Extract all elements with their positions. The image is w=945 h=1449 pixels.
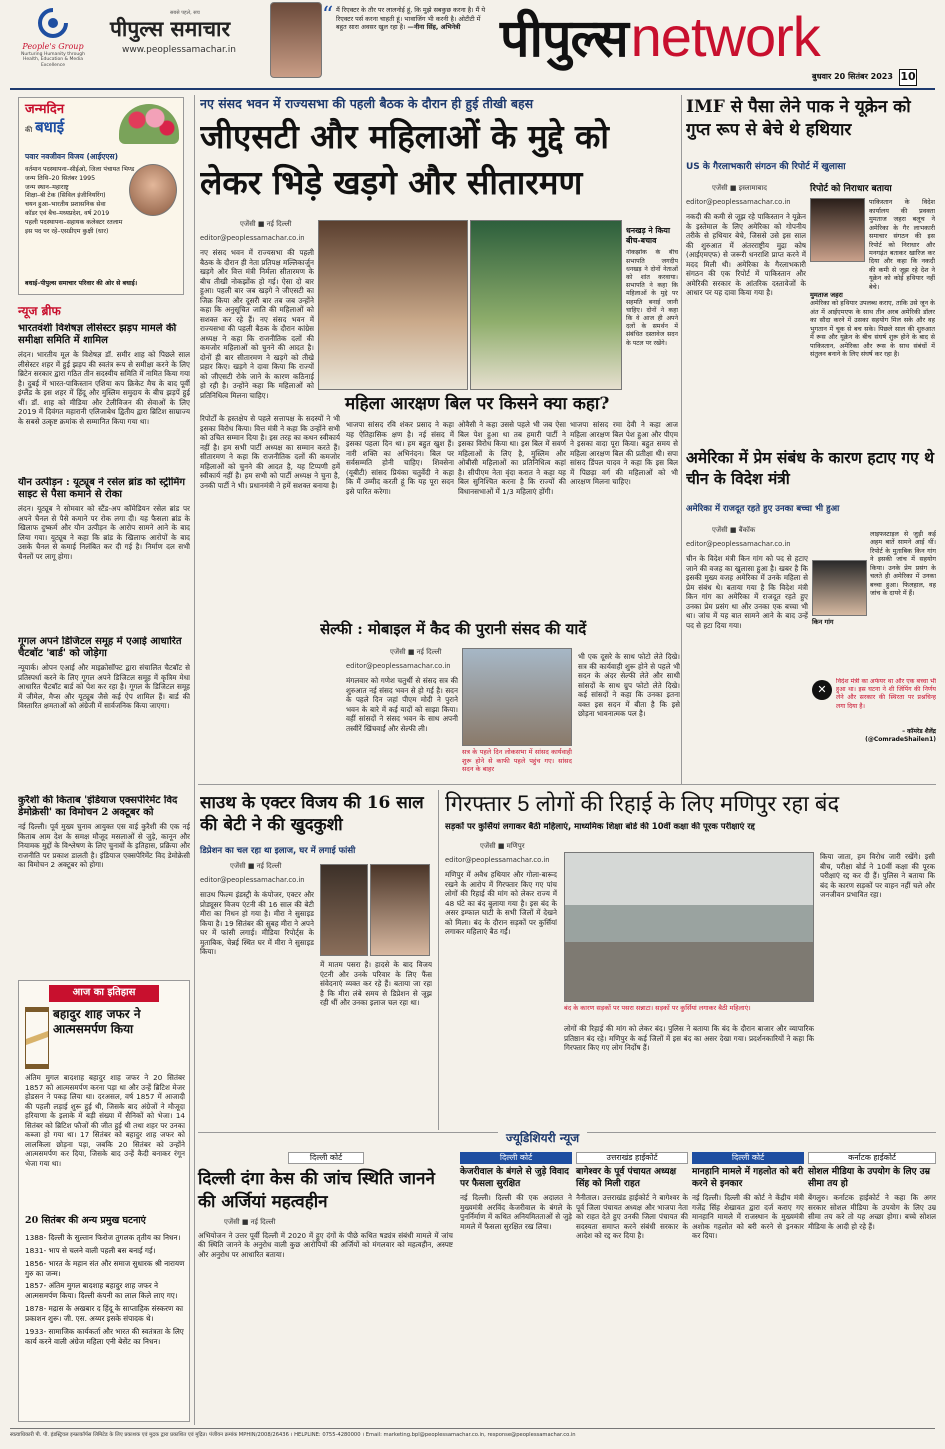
history-event: 1831- भाप से चलने वाली पहली बस बनाई गई। [25, 1245, 156, 1255]
peoples-group-logo[interactable] [18, 6, 88, 86]
court-tag: दिल्ली कोर्ट [460, 1152, 572, 1164]
birthday-details: वर्तमान पदस्थापना–सीईओ, जिला पंचायत भिण्ड जन्म तिथि–20 सितंबर 1995 जन्म स्थान–महाराष्ट्र शिक्षा–बी टेक (सिविल इंजीनियरिंग) चयन हुआ–भारतीय प्रशासनिक सेवा कॉडर एवं बैच–मध्यप्रदेश, वर्ष 2019 पहली पदस्थापना–सहायक कलेक्टर रतलाम इस पद पर रहे–एसडीएम कुक्षी (धार) [25, 166, 135, 235]
south-title: साउथ के एक्टर विजय की 16 साल की बेटी ने की खुदकुशी [200, 793, 424, 836]
china-photo [812, 560, 867, 616]
news-brief-label: न्यूज ब्रीफ [18, 304, 61, 318]
judiciary-title: दिल्ली दंगा केस की जांच स्थिति जानने की अर्जियां महत्वहीन [198, 1169, 435, 1212]
birthday-heading [25, 102, 105, 137]
lead-body: नए संसद भवन में राज्यसभा की पहली बैठक के दौरान ही नेता प्रतिपक्ष मल्लिकार्जुन खड़गे और वित्त मंत्री निर्मला सीतारमण के बीच तीखी नोकझोंक हो गई। ऐसा दो बार हुआ। पहली बार जब खड़गे ने जीएसटी का जिक्र किया और दूसरी बार तब जब उन्होंने कहा कि अनुसूचित जाति की महिलाओं को सशक्त कर रहे हैं। नए संसद भवन में राज्यसभा की पहली बैठक के दौरान कांग्रेस अध्यक्ष ने कहा कि राजनीतिक दलों की कमजोर महिलाओं को चुनने की आदत है। दोनों ही बार सीतारमण ने खड़गे को तीखे प्रहार किए। खड़गे ने दावा किया कि राज्यों को जीएसटी रोके जाने के कारण कठिनाई हो रही है। उन्होंने कहा कि महिलाओं को प्रतिनिधित्व मिलना चाहिए। [200, 248, 314, 400]
judiciary-title: सोशल मीडिया के उपयोग के लिए उम्र सीमा तय हो [808, 1167, 931, 1189]
lead-body-continued: रिपोर्टों के हस्तक्षेप से पहले सत्तापक्ष के सदस्यों ने भी इसका विरोध किया। वित्त मंत्री ने कहा कि उन्होंने सभी को उचित सम्मान दिया है। इस तरह का कथन स्वीकार्य नहीं है। हम सभी पार्टी अध्यक्ष का सम्मान करते हैं। सीतारमण ने कहा कि राजनीतिक दलों की कमजोर महिलाओं को चुनने की आदत है, यह टिप्पणी हमें स्वीकार्य नहीं है। हम सभी को पार्टी अध्यक्ष ने चुना है, उनकी पार्टी ने भी। प्रधानमंत्री ने हमें सशक्त बनाया है। [200, 414, 340, 490]
quote-author: —नीना सिंह, अभिनेत्री [407, 23, 461, 32]
manipur-body-final: किया जाता, हम विरोध जारी रखेंगे। इसी बीच, परीक्षा बोर्ड ने 10वीं कक्षा की पूरक परीक्षाएं रद्द कर दी हैं। पुलिस ने बताया कि बंद के कारण सड़कों पर वाहन नहीं चले और जनजीवन प्रभावित रहा। [820, 852, 935, 899]
x-logo-icon: ✕ [812, 680, 832, 700]
judiciary-title: बागेश्वर के पूर्व पंचायत अध्यक्ष सिंह को मिली राहत [576, 1167, 677, 1189]
manipur-title: गिरफ्तार 5 लोगों की रिहाई के लिए मणिपुर रहा बंद [445, 791, 840, 816]
china-email: editor@peoplessamachar.co.in [686, 540, 791, 548]
manipur-body-continued: लोगों की रिहाई की मांग को लेकर बंद। पुलिस ने बताया कि बंद के दौरान बाजार और व्यापारिक प्रतिष्ठान बंद रहे। मणिपुर के कई जिलों में इस बंद का असर देखा गया। प्रदर्शनकारियों ने कहा कि गिरफ्तार किए गए लोग निर्दोष हैं। [564, 1024, 814, 1052]
history-label: आज का इतिहास [49, 985, 159, 1002]
history-event: 1878- मद्रास के अखबार द हिंदू के साप्ताहिक संस्करण का प्रकाशन शुरू। जी. एस. अय्यर इसके संपादक थे। [25, 1304, 184, 1323]
south-email: editor@peoplessamachar.co.in [200, 876, 305, 884]
section-title-hindi: पीपुल्स [500, 8, 628, 69]
imf-box-title: रिपोर्ट को निराधार बताया [810, 184, 892, 194]
selfie-photo [462, 648, 572, 746]
history-event: 1857- अंतिम मुगल बादशाह बहादुर शाह जफर ने आत्मसमर्पण किया। दिल्ली कंपनी का लाल किले लाए गए। [25, 1281, 178, 1301]
manipur-photo [564, 852, 814, 1002]
court-tag: कर्नाटक हाईकोर्ट [808, 1152, 936, 1164]
quote-text: मैं रिएक्टर के तौर पर लालनोई हूं, कि मुझे सबकुछ करना है। मैं ये रिएक्टर पर्स करना चाहती हूं। भावाजिंग भी करनी है। ओटीटी में बहुत सारा अवसर खुल रहा है। —नीना सिंह, अभिनेत्री [336, 6, 486, 32]
imf-email: editor@peoplessamachar.co.in [686, 198, 791, 206]
manipur-sub: सड़कों पर कुर्सियां लगाकर बैठी महिलाएं, माध्यमिक शिक्षा बोर्ड की 10वीं कक्षा की पूरक परीक्षाएं रद्द [445, 822, 755, 832]
lead-email: editor@peoplessamachar.co.in [200, 234, 305, 242]
south-body-continued: में मातम पसरा है। हादसे के बाद विजय एंटनी और उनके परिवार के लिए फैंस संवेदनाएं व्यक्त कर रहे हैं। बताया जा रहा है कि मीरा लंबे समय से डिप्रेशन से जूझ रही थीं और उनका इलाज चल रहा था। [320, 960, 432, 1007]
south-photo-father [320, 864, 368, 956]
imf-box-photo [810, 198, 865, 262]
flower-bouquet-icon [119, 104, 179, 144]
paper-name-block[interactable] [110, 10, 280, 70]
china-sub: अमेरिका में राजदूत रहते हुए उनका बच्चा भी हुआ [686, 504, 840, 514]
manipur-byline: एजेंसी ■ मणिपुर [480, 842, 525, 850]
brief-title: गूगल अपने डिजिटल समूह में एआई आधारित चैटबॉट 'बार्ड' को जोड़ेगा [18, 636, 182, 659]
lead-photo-sitharaman [470, 220, 622, 390]
birthday-heading-top: जन्मदिन [25, 102, 65, 117]
china-tweet [812, 678, 936, 746]
history-event: 1933- सामाजिक कार्यकर्ता और भारत की स्वतंत्रता के लिए कार्य करने वाली अंग्रेज महिला एनी बेसेंट का निधन। [25, 1326, 184, 1346]
court-tag: उत्तराखंड हाईकोर्ट [576, 1152, 688, 1164]
brief-body: लंदन। यूट्यूब ने सोमवार को स्टैंड-अप कॉमेडियन रसेल ब्रांड पर अपने चैनल से पैसे कमाने पर रोक लगा दी। यह फैसला ब्रांड के खिलाफ दुष्कर्म और यौन उत्पीड़न के आरोप सामने आने के बाद लिया गया। यूट्यूब ने कहा कि ब्रांड के खिलाफ आरोपों के बाद उसके चैनल से कमाई निलंबित कर दी गई है। निर्माण दल सभी चैनलों पर लागू होगा। [18, 504, 190, 561]
court-tag: दिल्ली कोर्ट [288, 1152, 364, 1164]
judiciary-byline: एजेंसी ■ नई दिल्ली [224, 1217, 276, 1226]
judiciary-header [198, 1132, 936, 1146]
history-body: अंतिम मुगल बादशाह बहादुर शाह जफर ने 20 सितंबर 1857 को आत्मसमर्पण करना पड़ा था और उन्हें ब्रिटिश मेजर होडसन ने पकड़ लिया था। दरअसल, वर्ष 1857 में आजादी की पहली लड़ाई शुरू हुई थी, जिसके बाद अंग्रेजों ने मौजूदा हरियाणा के इलाके में बड़ी संख्या में सैनिकों को भेजा। 14 सितंबर को ब्रिटिश फौजों की जीत हुई थी तथा शहर पर उनका कब्जा हो गया था। 17 सितंबर को बहादुर शाह जफर को लालकिला छोड़ना पड़ा, जबकि 20 सितंबर को उन्होंने आत्मसमर्पण कर दिया, जिसके बाद उन्हें कैदी बनाकर रंगून भेजा गया था। [25, 1073, 185, 1168]
news-brief-item[interactable] [18, 477, 190, 632]
news-brief-item[interactable] [18, 323, 190, 473]
section-title [500, 2, 940, 72]
footer-text: स्वत्वाधिकारी पी. पी. इंडस्ट्रियल इन्फ्राकॉर्पस लिमिटेड के लिए प्रकाशक एवं मुद्रक द्वारा प्रकाशित एवं मुद्रित। पंजीयन क्रमांक MPHIN/2008/26436 । HELPLINE: 0755-4280000 । Email: marketing.bpl@peoplessamachar.co.in, response@peoplessamachar.co.in [10, 1432, 576, 1438]
south-photo-daughter [370, 864, 430, 956]
judiciary-item[interactable] [576, 1152, 688, 1422]
peoples-group-emblem-icon [36, 6, 70, 40]
lead-sidebar [626, 226, 678, 396]
logo-caption: People's Group [22, 42, 84, 51]
reservation-col: भाजपा सांसद रवि शंकर प्रसाद ने कहा यह ऐतिहासिक क्षण है। नई संसद में इसका पहला दिन था। हम बहुत खुश हैं। नारी शक्ति का अभिनंदन। बिल पर सर्वसम्मति होनी चाहिए। शिवसेना (यूबीटी) सांसद प्रियंका चतुर्वेदी ने कहा कि मैं उम्मीद करती हूं कि यह पूरा सदन इसे पारित करेगा। [346, 420, 454, 496]
birthday-wish: बधाई–पीपुल्स समाचार परिवार की ओर से बधाई। [25, 280, 138, 287]
judiciary-title: केजरीवाल के बंगले से जुड़े विवाद पर फैसला सुरक्षित [460, 1167, 569, 1189]
judiciary-item[interactable] [460, 1152, 572, 1422]
imf-photo-caption: मुमताज जहरा [810, 291, 843, 300]
history-title: बहादुर शाह जफर ने आत्मसमर्पण किया [53, 1007, 141, 1036]
judiciary-body: नई दिल्ली। दिल्ली की कोर्ट ने केंद्रीय मंत्री गजेंद्र सिंह शेखावत द्वारा दर्ज कराए गए मानहानि मामले में राजस्थान के मुख्यमंत्री अशोक गहलोत को बरी करने से इनकार कर दिया। [692, 1193, 804, 1241]
logo-tagline: Nurturing Humanity through Health, Education & Media Excellence [21, 52, 85, 68]
birthday-name: पवार नवजीवन विजय (आईएएस) [25, 152, 119, 161]
masthead [0, 0, 945, 92]
imf-box-body: पाकिस्तान के विदेश कार्यालय की प्रवक्ता मुमताज जहरा बलूच ने अमेरिका के गैर लाभकारी समाचार संगठन की इस रिपोर्ट को निराधार और मनगढ़ंत बताकर खारिज कर दिया और कहा कि नकदी की कमी से जूझ रहे देश ने यूक्रेन को कोई हथियार नहीं बेचे। [869, 198, 935, 291]
imf-box [810, 184, 935, 424]
page-number: 10 [899, 69, 917, 86]
imf-body: नकदी की कमी से जूझ रहे पाकिस्तान ने यूक्रेन के इस्तेमाल के लिए अमेरिका को गोपनीय तरीके से हथियार बेचे, जिससे उसे इस साल की शुरुआत में अंतरराष्ट्रीय मुद्रा कोष (आईएमएफ) से जरूरी धनराशि प्राप्त करने में मदद मिली थी। अमेरिका के गैरलाभकारी संगठन की एक रिपोर्ट में पाकिस्तान और अमेरिकी सरकार के आंतरिक दस्तावेजों के आधार पर यह दावा किया गया है। [686, 212, 806, 297]
quote-mark-icon: “ [322, 3, 334, 28]
imf-body-continued: अमेरिका को हथियार उपलब्ध कराए, ताकि उसे जून के अंत में आईएमएफ के साथ तीन अरब अमेरिकी डॉलर का सौदा करने में उसका सहयोग मिल सके और वह भुगतान में चूक से बच सके। पिछले साल की शुरुआत में रूस और यूक्रेन के बीच संघर्ष शुरू होने के बाद से पाकिस्तान, अमेरिका और रूस के साथ संबंधों में संतुलन बनाने के लिए संघर्ष कर रहा है। [810, 299, 935, 359]
imf-byline: एजेंसी ■ इस्लामाबाद [712, 184, 767, 192]
tweet-text: विदेश मंत्री का अफेयर था और एक बच्चा भी हुआ था। इस घटना ने शी जिंपिंग की निर्णय लेने और सरकार की स्थिरता पर प्रश्नचिन्ह लगा दिया है। [836, 678, 936, 710]
judiciary-label: ज्यूडिशियरी न्यूज [498, 1131, 587, 1146]
brief-body: नई दिल्ली। पूर्व मुख्य चुनाव आयुक्त एस वाई कुरैशी की एक नई किताब आम देश के समक्ष मौजूद मसलाओं से जुड़े, कानून और नियामक मुद्दों के विश्लेषण के लिए चुनावों के इतिहास, प्रक्रिया और राजनीति पर प्रकाश डालती है। इंडियाज एक्सपेरिमेंट विद डेमोक्रेसी का विमोचन 2 अक्टूबर को होगा। [18, 822, 190, 869]
imf-title: IMF से पैसा लेने पाक ने यूक्रेन को गुप्त रूप से बेचे थे हथियार [686, 97, 911, 140]
imf-sub: US के गैरलाभकारी संगठन की रिपोर्ट में खुलासा [686, 162, 846, 172]
china-byline: एजेंसी ■ बैंकॉक [712, 526, 756, 534]
masthead-rule [10, 88, 935, 90]
quote-photo [270, 2, 322, 78]
judiciary-item[interactable] [808, 1152, 936, 1422]
lead-title: जीएसटी और महिलाओं के मुद्दे को लेकर भिड़े खड़गे और सीतारमण [200, 117, 609, 203]
hourglass-icon [25, 1007, 49, 1069]
brief-body: लंदन। भारतीय मूल के विशेषज्ञ डॉ. समीर शाह को पिछले साल लीसेस्टर शहर में हुई झड़प की स्वतंत्र रूप से समीक्षा करने के लिए ब्रिटेन सरकार द्वारा गठित तीन सदस्यीय समिति में नामित किया गया है। दुबई में भारत-पाकिस्तान एशिया कप क्रिकेट मैच के बाद पूर्वी इंग्लैंड के इस शहर में हिंदू और मुस्लिम समुदाय के बीच झड़पें हुई थीं। डॉ. शाह को मीडिया और टेलीविजन की सेवाओं के लिए 2019 में दिवंगत महारानी एलिजाबेथ द्वितीय द्वारा ब्रिटिश साम्राज्य के सबसे उत्कृष्ट क्रमांक से सम्मानित किया गया था। [18, 350, 190, 426]
judiciary-item[interactable] [198, 1152, 453, 1422]
brief-title: भारतवंशी विशेषज्ञ लीसेस्टर झड़प मामले की समीक्षा समिति में शामिल [18, 323, 177, 346]
manipur-email: editor@peoplessamachar.co.in [445, 856, 550, 864]
birthday-box [18, 97, 184, 295]
china-photo-caption: किन गांग [812, 618, 834, 626]
lead-sidebar-title: धनखड़ ने किया बीच-बचाव [626, 226, 670, 245]
selfie-byline: एजेंसी ■ नई दिल्ली [390, 648, 442, 656]
birthday-heading-main: बधाई [35, 118, 65, 137]
birthday-heading-sub: की [25, 126, 33, 135]
brief-title: यौन उत्पीड़न : यूट्यूब ने रसेल ब्रांड को स्ट्रीमिंग साइट से पैसा कमाने से रोका [18, 477, 186, 500]
selfie-body: मंगलवार को गणेश चतुर्थी से संसद सत्र की शुरुआत नई संसद भवन से हो गई है। सदन के पहले दिन जहां पीएम मोदी ने पुराने भवन के बारे में कई यादों को साझा किया। वहीं सांसदों ने संसद भवन के साथ अपनी तस्वीरें खिंचवाईं और सेल्फी ली। [346, 676, 458, 733]
column-divider [681, 95, 682, 785]
column-divider [438, 790, 439, 1130]
reservation-col: भाजपा सांसद रमा देवी ने कहा आज महिला आरक्षण बिल पेश हुआ और पीएम ने इसका वादा पूरा किया। बहुत समय से महिला आरक्षण बिल की प्रतीक्षा थी। सपा सांसद डिंपल यादव ने कहा कि इस बिल में पिछड़ा वर्ग की महिलाओं को भी आरक्षण मिलना चाहिए। [570, 420, 678, 486]
section-title-english: network [630, 5, 820, 68]
history-event: 1388- दिल्ली के सुल्तान फिरोज तुगलक तृतीय का निधन। [25, 1233, 181, 1242]
court-tag: दिल्ली कोर्ट [692, 1152, 804, 1164]
column-divider [194, 95, 195, 1425]
south-sub: डिप्रेशन का चल रहा था इलाज, घर में लगाई फांसी [200, 846, 356, 856]
section-divider [198, 784, 936, 785]
lead-sidebar-body: नोकझोंक के बीच सभापति जगदीप धनखड़ ने दोनों नेताओं को शांत करवाया। सभापति ने कहा कि महिलाओं के मुद्दे पर सहमति बनाई जानी चाहिए। दोनों ने कहा कि वे आज ही अपने दलों के समर्थन में संबंधित दस्तावेज सदन के पटल पर रखेंगे। [626, 249, 678, 347]
selfie-email: editor@peoplessamachar.co.in [346, 662, 451, 670]
south-body: साउथ फिल्म इंडस्ट्री के कंपोजर, एक्टर और प्रोड्यूसर विजय एंटनी की 16 साल की बेटी मीरा का निधन हो गया है। मीरा ने सुसाइड किया है। 19 सितंबर की सुबह मीरा ने अपने घर में फांसी लगाई। मीडिया रिपोर्ट्स के मुताबिक, चेन्नई स्थित घर में मीरा ने सुसाइड किया। [200, 890, 314, 956]
history-events-list [25, 1233, 185, 1349]
footer [10, 1428, 935, 1446]
judiciary-title: मानहानि मामले में गहलोत को बरी करने से इनकार [692, 1167, 804, 1189]
brief-title: कुरैशी की किताब 'इंडियाज एक्सपेरिमेंट विद डेमोक्रेसी' का विमोचन 2 अक्टूबर को [18, 795, 178, 818]
news-brief-item[interactable] [18, 636, 190, 791]
paper-name: पीपुल्स समाचार [110, 16, 231, 42]
date-line: बुधवार 20 सितंबर 2023 [812, 72, 893, 81]
history-box [18, 980, 190, 1422]
lead-kicker: नए संसद भवन में राज्यसभा की पहली बैठक के दौरान ही हुई तीखी बहस [200, 96, 534, 111]
manipur-caption: बंद के कारण सड़कों पर पसरा सन्नाटा। सड़कों पर कुर्सियां लगाकर बैठी महिलाएं। [564, 1004, 751, 1012]
china-title: अमेरिका में प्रेम संबंध के कारण हटाए गए थे चीन के विदेश मंत्री [686, 448, 934, 488]
judiciary-body: बेंगलुरु। कर्नाटक हाईकोर्ट ने कहा कि अगर सरकार सोशल मीडिया के उपयोग के लिए उम्र सीमा तय करे तो यह अच्छा होगा। बच्चे सोशल मीडिया के आदी हो रहे हैं। [808, 1193, 936, 1231]
reservation-title: महिला आरक्षण बिल पर किसने क्या कहा? [345, 394, 610, 414]
history-events-title: 20 सितंबर की अन्य प्रमुख घटनाएं [25, 1215, 146, 1226]
news-brief [18, 304, 190, 979]
selfie-body-continued: भी एक दूसरे के साथ फोटो लेते दिखे। सत्र की कार्यवाही शुरू होने से पहले भी सदन के अंदर सेल्फी लेते और साथी सांसदों के साथ ग्रुप फोटो लेते दिखे। कई सांसदों ने कहा कि उनका इतना वक्त इस सदन में बीता है कि इसे छोड़ना भावनात्मक पल है। [578, 652, 680, 718]
judiciary-body: अभियोजन ने उत्तर पूर्वी दिल्ली में 2020 में हुए दंगों के पीछे कथित षड्यंत्र संबंधी मामले में जांच की स्थिति जानने के अनुरोध वाली कुछ आरोपियों की अर्जियों को मंगलवार को महत्वहीन, अस्पष्ट और अनुरोध पर आधारित बताया। [198, 1230, 453, 1259]
website[interactable]: www.peoplessamachar.in [122, 44, 236, 55]
lead-byline: एजेंसी ■ नई दिल्ली [240, 220, 292, 228]
south-byline: एजेंसी ■ नई दिल्ली [230, 862, 282, 870]
judiciary-body: नई दिल्ली। दिल्ली की एक अदालत ने मुख्यमंत्री अरविंद केजरीवाल के बंगले के पुनर्निर्माण में कथित अनियमितताओं से जुड़े मामले में फैसला सुरक्षित रख लिया। [460, 1193, 572, 1231]
judiciary-item[interactable] [692, 1152, 804, 1422]
lead-photo-kharge [318, 220, 468, 390]
manipur-body: मणिपुर में अवैध हथियार और गोला-बारूद रखने के आरोप में गिरफ्तार किए गए पांच लोगों की रिहाई की मांग को लेकर राज्य में 48 घंटे का बंद बुलाया गया है। इस बंद के असर इम्फाल घाटी के सभी जिलों में देखने को मिला। बंद के दौरान सड़कों पर कुर्सियां लगाकर महिलाएं बैठ गईं। [445, 870, 557, 936]
selfie-caption: सत्र के पहले दिन लोकसभा में सांसद कार्यवाही शुरू होने से काफी पहले पहुंच गए। सांसद सदन के बाहर [462, 748, 572, 774]
selfie-title: सेल्फी : मोबाइल में कैद की पुरानी संसद की यादें [320, 620, 587, 638]
news-brief-item[interactable] [18, 795, 190, 925]
birthday-photo [129, 164, 177, 216]
reservation-col: ओवैसी ने कहा उससे पहले भी जब ऐसा बिल पेश हुआ था तब हमारी पार्टी ने इसका विरोध किया था। इस बिल में सवर्ण महिलाओं के लिए है, मुस्लिम और ओबीसी महिलाओं का प्रतिनिधित्व कहां है। सीपीएम नेता वृंदा करात ने कहा यह बिल सुनिश्चित करना है कि राज्यों की विधानसभाओं में 1/3 महिलाएं होंगी। [458, 420, 566, 496]
judiciary-body: नैनीताल। उत्तराखंड हाईकोर्ट ने बागेश्वर के पूर्व जिला पंचायत अध्यक्ष और भाजपा नेता को राहत देते हुए उनकी जिला पंचायत की सदस्यता समाप्त करने संबंधी सरकार के आदेश को रद्द कर दिया है। [576, 1193, 688, 1241]
paper-tagline: सबसे पहले, सच [170, 10, 200, 16]
tweet-author: – कॉमरेड शैलेंद्र (@ComradeShailen1) [865, 728, 936, 743]
china-body: चीन के विदेश मंत्री किन गांग को पद से हटाए जाने की वजह का खुलासा हुआ है। खबर है कि इसकी मुख्य वजह अमेरिका में उनके महिला से प्रेम संबंध थे। बताया गया है कि विदेश मंत्री किन गांग का अमेरिका में राजदूत रहते हुए उनका प्रेम प्रसंग था और उनका एक बच्चा भी था। जांच में यह बात सामने आने के बाद उन्हें पद से हटा दिया गया। [686, 554, 808, 630]
brief-body: न्यूयार्क। ओपन एआई और माइक्रोसॉफ्ट द्वारा संचालित चैटबॉट से प्रतिस्पर्धा करने के लिए गूगल अपने डिजिटल समूह में कृत्रिम मेधा आधारित चैटबॉट बार्ड को पेश कर रहा है। गूगल के डिजिटल समूह में जीमेल, मैप्स और यूट्यूब जैसे कई ऐप शामिल हैं। बार्ड की विस्तारित क्षमताओं को अंग्रेजी में सार्वजनिक किया जाएगा। [18, 663, 190, 710]
china-body-continued: लाइफस्टाइल से जुड़ी कई अहम बातें सामने आई थीं। रिपोर्ट के मुताबिक किन गांग ने इसकी जांच में सहयोग किया। उनके प्रेम प्रसंग के चलते ही अमेरिका में उनका बच्चा हुआ। फिलहाल, वह जांच के दायरे में हैं। [870, 530, 936, 598]
history-event: 1856- भारत के महान संत और समाज सुधारक श्री नारायण गुरु का जन्म। [25, 1258, 185, 1278]
